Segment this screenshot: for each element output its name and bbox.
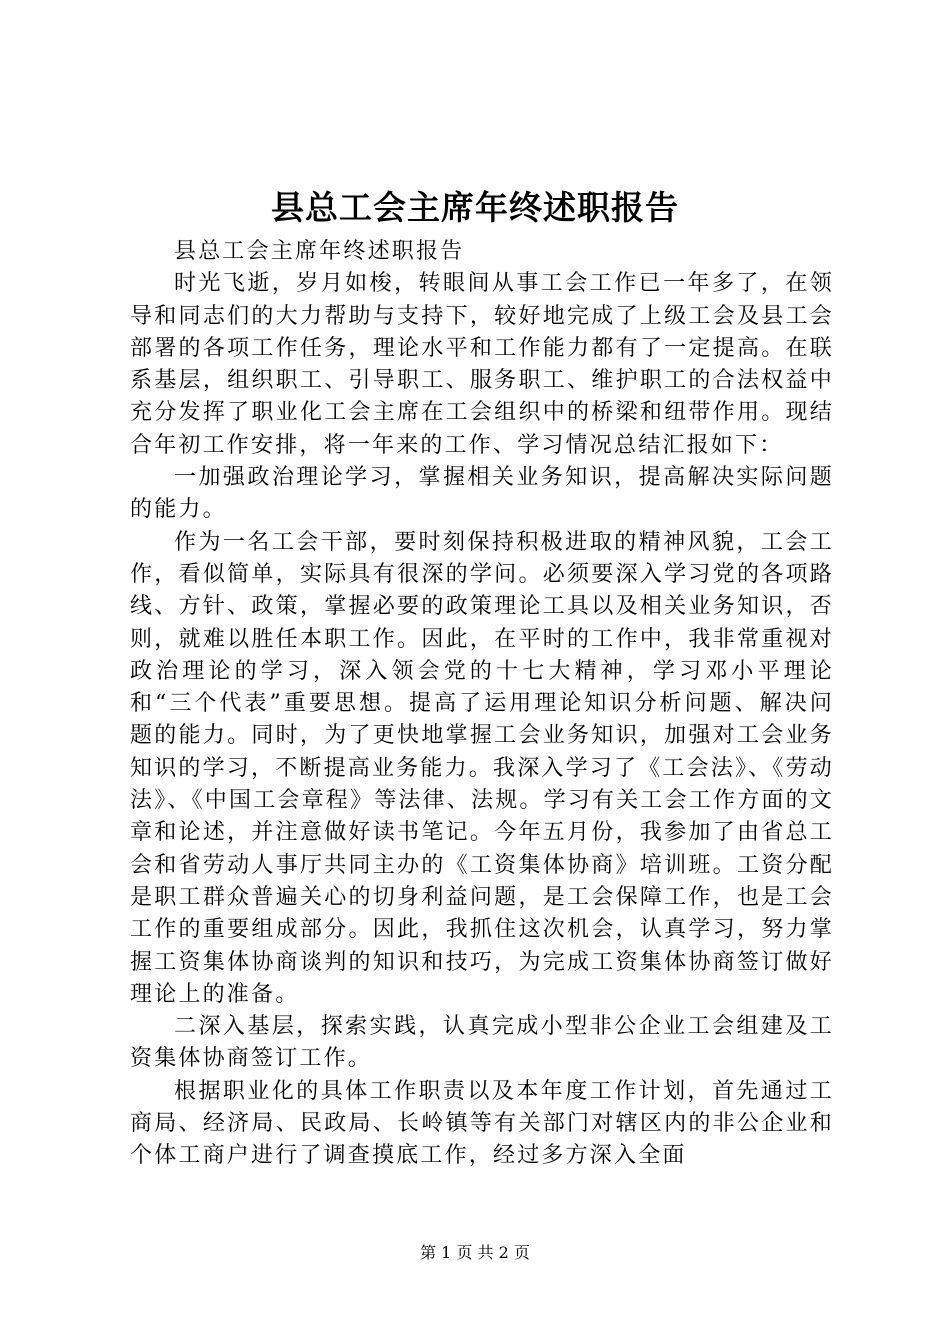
document-title: 县总工会主席年终述职报告	[271, 188, 679, 227]
document-body	[130, 236, 834, 1173]
body-paragraph: 根据职业化的具体工作职责以及本年度工作计划，首先通过工商局、经济局、民政局、长岭镇等有关部门对辖区内的非公企业和个体工商户进行了调查摸底工作，经过多方深入全面	[130, 1078, 834, 1169]
page-footer: 第 1 页 共 2 页	[420, 1243, 530, 1262]
body-paragraph: 时光飞逝，岁月如梭，转眼间从事工会工作已一年多了，在领导和同志们的大力帮助与支持下，较好地完成了上级工会及县工会部署的各项工作任务，理论水平和工作能力都有了一定提高。在联系基层，组织职工、引导职工、服务职工、维护职工的合法权益中充分发挥了职业化工会主席在工会组织中的桥梁和纽带作用。现结合年初工作安排，将一年来的工作、学习情况总结汇报如下：	[130, 271, 834, 458]
section-heading: 二深入基层，探索实践，认真完成小型非公企业工会组建及工资集体协商签订工作。	[130, 1014, 834, 1072]
section-heading: 一加强政治理论学习，掌握相关业务知识，提高解决实际问题的能力。	[130, 465, 834, 523]
body-paragraph: 作为一名工会干部，要时刻保持积极进取的精神风貌，工会工作，看似简单，实际具有很深的学问。必须要深入学习党的各项路线、方针、政策，掌握必要的政策理论工具以及相关业务知识，否则，就难以胜任本职工作。因此，在平时的工作中，我非常重视对政治理论的学习，深入领会党的十七大精神，学习邓小平理论和“三个代表”重要思想。提高了运用理论知识分析问题、解决问题的能力。同时，为了更快地掌握工会业务知识，加强对工会业务知识的学习，不断提高业务能力。我深入学习了《工会法》、《劳动法》、《中国工会章程》等法律、法规。学习有关工会工作方面的文章和论述，并注意做好读书笔记。今年五月份，我参加了由省总工会和省劳动人事厅共同主办的《工资集体协商》培训班。工资分配是职工群众普遍关心的切身利益问题，是工会保障工作，也是工会工作的重要组成部分。因此，我抓住这次机会，认真学习，努力掌握工资集体协商谈判的知识和技巧，为完成工资集体协商签订做好理论上的准备。	[130, 529, 835, 1007]
body-paragraph: 县总工会主席年终述职报告	[174, 239, 465, 264]
